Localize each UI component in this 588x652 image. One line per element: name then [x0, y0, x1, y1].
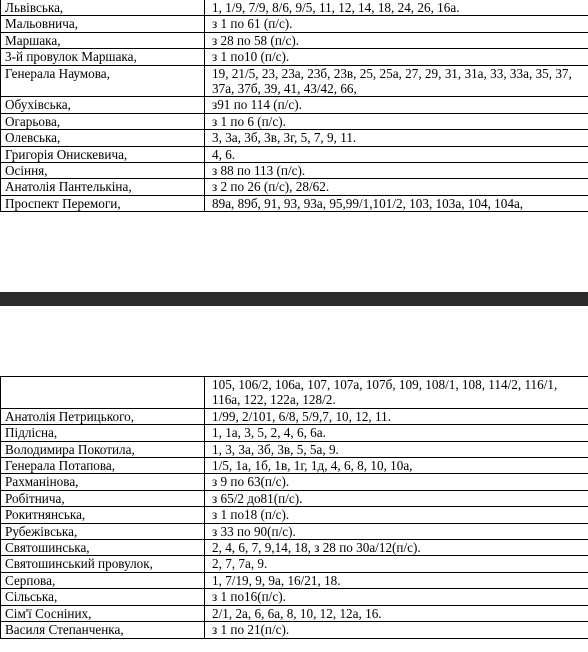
- street-name: Генерала Потапова,: [1, 458, 205, 474]
- street-name: Анатолія Пантелькіна,: [1, 179, 205, 195]
- street-name: Сім'ї Сосніних,: [1, 605, 205, 621]
- house-numbers: 1, 1/9, 7/9, 8/6, 9/5, 11, 12, 14, 18, 24, 26, 16а.: [205, 0, 588, 16]
- house-numbers: з 2 по 26 (п/с), 28/62.: [205, 179, 588, 195]
- street-name: Проспект Перемоги,: [1, 195, 205, 211]
- table-row: [1, 16, 588, 32]
- street-name: Григорія Онискевича,: [1, 146, 205, 162]
- table-row: [1, 556, 588, 572]
- street-name: Святошинський провулок,: [1, 556, 205, 572]
- house-numbers: з 1 по18 (п/с).: [205, 507, 588, 523]
- page-separator: [0, 292, 588, 306]
- table-row: [1, 377, 588, 409]
- street-name: Осіння,: [1, 163, 205, 179]
- house-numbers: з 1 по10 (п/с).: [205, 49, 588, 65]
- table-row: [1, 540, 588, 556]
- table-row: [1, 49, 588, 65]
- house-numbers: з 1 по 6 (п/с).: [205, 113, 588, 129]
- house-numbers: 1, 7/19, 9, 9а, 16/21, 18.: [205, 572, 588, 588]
- table-row: [1, 146, 588, 162]
- street-name: Василя Степанченка,: [1, 622, 205, 638]
- house-numbers: 89а, 89б, 91, 93, 93а, 95,99/1,101/2, 103, 103а, 104, 104а,: [205, 195, 588, 211]
- street-name: Сільська,: [1, 589, 205, 605]
- street-name: Львівська,: [1, 0, 205, 16]
- house-numbers: з 1 по16(п/с).: [205, 589, 588, 605]
- street-name: Огарьова,: [1, 113, 205, 129]
- house-numbers: з 65/2 до81(п/с).: [205, 490, 588, 506]
- house-numbers: 105, 106/2, 106а, 107, 107а, 107б, 109, 108/1, 108, 114/2, 116/1, 116а, 122, 122а, 128/2.: [205, 377, 588, 409]
- house-numbers: 2/1, 2а, 6, 6а, 8, 10, 12, 12а, 16.: [205, 605, 588, 621]
- table-row: [1, 605, 588, 621]
- street-name: Олевська,: [1, 130, 205, 146]
- street-name: Обухівська,: [1, 97, 205, 113]
- street-name: Мальовнича,: [1, 16, 205, 32]
- table-row: [1, 163, 588, 179]
- table-row: [1, 130, 588, 146]
- street-name: Рубежівська,: [1, 523, 205, 539]
- house-numbers: 2, 7, 7а, 9.: [205, 556, 588, 572]
- street-table-top: [0, 0, 588, 212]
- table-row: [1, 408, 588, 424]
- street-name: Рахманінова,: [1, 474, 205, 490]
- table-row: [1, 97, 588, 113]
- table-row: [1, 179, 588, 195]
- street-name: Серпова,: [1, 572, 205, 588]
- street-table-bottom: [0, 376, 588, 639]
- house-numbers: з 88 по 113 (п/с).: [205, 163, 588, 179]
- house-numbers: 1/5, 1а, 1б, 1в, 1г, 1д, 4, 6, 8, 10, 10а,: [205, 458, 588, 474]
- house-numbers: з 33 по 90(п/с).: [205, 523, 588, 539]
- table-row: [1, 490, 588, 506]
- document-page-bottom: [0, 306, 588, 652]
- street-name: Маршака,: [1, 32, 205, 48]
- street-name: Підлісна,: [1, 425, 205, 441]
- house-numbers: 2, 4, 6, 7, 9,14, 18, з 28 по 30а/12(п/с).: [205, 540, 588, 556]
- street-name: [1, 377, 205, 409]
- document-page-top: [0, 0, 588, 224]
- table-row: [1, 113, 588, 129]
- house-numbers: 1, 3, 3а, 3б, 3в, 5, 5а, 9.: [205, 441, 588, 457]
- street-name: Рокитнянська,: [1, 507, 205, 523]
- street-name: Святошинська,: [1, 540, 205, 556]
- house-numbers: з91 по 114 (п/с).: [205, 97, 588, 113]
- table-row: [1, 507, 588, 523]
- table-row: [1, 572, 588, 588]
- table-row: [1, 425, 588, 441]
- house-numbers: 1, 1а, 3, 5, 2, 4, 6, 6а.: [205, 425, 588, 441]
- table-row: [1, 65, 588, 97]
- table-row: [1, 474, 588, 490]
- table-row: [1, 32, 588, 48]
- table-row: [1, 441, 588, 457]
- house-numbers: 1/99, 2/101, 6/8, 5/9,7, 10, 12, 11.: [205, 408, 588, 424]
- table-row: [1, 195, 588, 211]
- house-numbers: з 1 по 21(п/с).: [205, 622, 588, 638]
- table-row: [1, 622, 588, 638]
- house-numbers: з 28 по 58 (п/с).: [205, 32, 588, 48]
- table-row: [1, 523, 588, 539]
- table-row: [1, 0, 588, 16]
- table-row: [1, 589, 588, 605]
- house-numbers: 19, 21/5, 23, 23а, 23б, 23в, 25, 25а, 27, 29, 31, 31а, 33, 33а, 35, 37, 37а, 37б, 39, 41, 43/42, 66,: [205, 65, 588, 97]
- street-name: Володимира Покотила,: [1, 441, 205, 457]
- street-name: 3-й провулок Маршака,: [1, 49, 205, 65]
- table-row: [1, 458, 588, 474]
- street-name: Анатолія Петрицького,: [1, 408, 205, 424]
- house-numbers: з 1 по 61 (п/с).: [205, 16, 588, 32]
- street-name: Генерала Наумова,: [1, 65, 205, 97]
- street-name: Робітнича,: [1, 490, 205, 506]
- house-numbers: з 9 по 63(п/с).: [205, 474, 588, 490]
- house-numbers: 4, 6.: [205, 146, 588, 162]
- house-numbers: 3, 3а, 3б, 3в, 3г, 5, 7, 9, 11.: [205, 130, 588, 146]
